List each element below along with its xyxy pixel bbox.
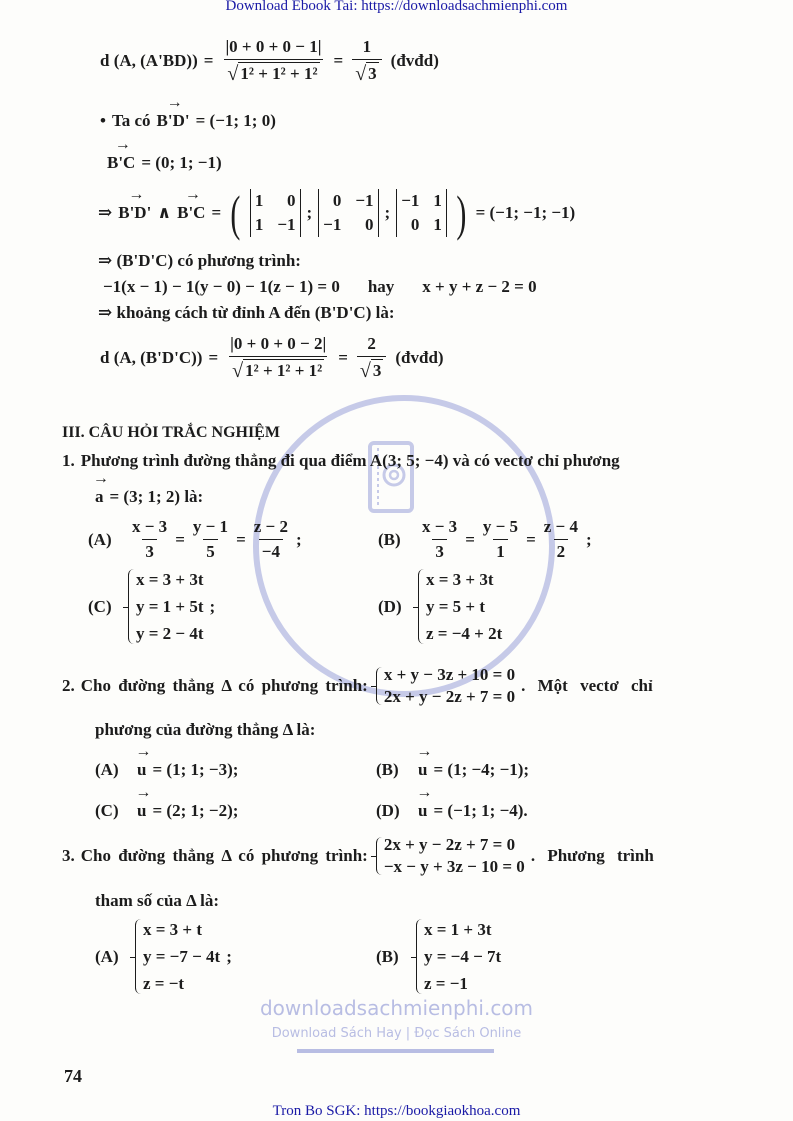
vector: → u [137,760,146,780]
sqrt [232,359,324,381]
vector-bc-line [107,153,222,173]
equals: = [208,348,219,367]
math-text: z = −t [143,974,185,993]
math-text: = (1; −4; −1); [433,760,530,779]
math-part [352,59,381,85]
math-text: 0 [332,191,342,210]
equals: = [211,203,222,222]
bullet: • [100,111,106,130]
math-text: (A) [95,760,119,779]
math-text: y = 2 − 4t [136,624,204,643]
math-text: y = −7 − 4t [143,947,221,966]
question-text: Phương trình đường thẳng đi qua điểm A(3; 5; −4) và có vectơ chỉ phương [80,451,620,470]
math-text: = (1; 1; −3); [152,760,239,779]
equation-system [133,916,220,997]
vector: → u [418,801,427,821]
equation-simplified: x + y + z − 2 = 0 [422,277,537,296]
paren: ) [456,185,467,241]
radicand: √ 1² + 1² + 1² [240,64,318,83]
math-text: z = −4 + 2t [426,624,503,643]
math-text: ; [295,529,302,549]
math-text: −1 [323,215,342,234]
vector: → a [95,487,104,507]
result: = (−1; −1; −1) [475,203,576,222]
determinant [318,189,378,237]
math-text: 1 [433,191,442,210]
radicand: √ 3 [368,64,377,83]
math-text: x = 1 + 3t [424,920,492,939]
radicand: √ 1² + 1² + 1² [245,361,323,380]
distance-formula-1 [100,37,439,85]
math-text: −x − y + 3z − 10 = 0 [383,857,525,876]
math-text: = [465,529,475,549]
math-part [480,517,521,562]
distance-intro: ⇒ khoảng cách từ đỉnh A đến (B'D'C) là: [98,303,395,322]
header-download-link[interactable]: Download Ebook Tai: https://downloadsachmienphi.com [225,0,568,14]
vector: → B'C [177,203,205,223]
fraction [357,334,386,382]
q2-option-c[interactable] [95,801,238,821]
math-text: −1 [277,215,296,234]
vector-bd-line [100,111,276,131]
plane-equation [103,277,537,297]
text: Ta có [111,111,151,130]
math-text: 2 [554,539,569,562]
separator: ; [306,203,313,222]
question-number: 2. [62,676,75,695]
question-text-cont: . Phương trình [530,846,654,865]
math-text: 1 [254,215,264,234]
math-text: x = 3 + t [143,920,203,939]
math-part [541,517,581,562]
math-part [229,356,327,382]
fraction [227,334,329,382]
question-1 [62,451,620,471]
math-part [390,471,398,479]
question-text: Cho đường thẳng Δ có phương trình: [80,846,368,865]
math-text: y − 1 [192,517,229,536]
footer-sgk-link[interactable]: Tron Bo SGK: https://bookgiaokhoa.com [272,1103,521,1119]
math-text: (A) [95,946,119,966]
equation-system [374,834,525,878]
equals: = [333,51,344,70]
conjunction: hay [367,277,395,296]
watermark-site: downloadsachmienphi.com [259,996,534,1020]
option-label: (B) [378,529,401,549]
math-text: z − 2 [253,517,288,536]
section-title: III. CÂU HỎI TRẮC NGHIỆM [62,424,280,441]
option-label: (D) [378,596,402,616]
cross-product-line [98,185,576,241]
q3-option-b[interactable] [376,916,501,997]
math-text: ; [209,596,216,616]
math-text: 2x + y − 2z + 7 = 0 [383,687,516,706]
fraction [352,37,381,85]
math-text: ; [226,946,232,966]
distance-formula-2 [100,334,444,382]
vector-value: = (−1; 1; 0) [195,111,276,130]
math-part [357,356,386,382]
math-text: = [236,529,246,549]
math-text: x = 3 + 3t [426,570,494,589]
q2-option-d[interactable] [376,801,528,821]
q1-option-a[interactable] [88,517,302,562]
vector: → B'D' [118,203,151,223]
math-part [251,517,291,562]
watermark-divider [297,1049,494,1053]
math-part [224,59,322,85]
math-part [190,517,231,562]
vector-value: = (3; 1; 2) là: [109,487,204,506]
separator: ; [384,203,391,222]
question-2-cont: phương của đường thẳng Δ là: [95,720,316,739]
equation-system [416,566,502,647]
math-text: 0 [365,215,374,234]
vector: → B'D' [157,111,190,131]
math-text: = (2; 1; −2); [152,801,239,820]
math-text: y = 5 + t [426,597,486,616]
math-text: 0 [287,191,296,210]
q1-option-d[interactable] [378,566,502,647]
math-text: (B) [376,760,399,779]
q1-option-b[interactable] [378,517,592,562]
plane-equation-intro: ⇒ (B'D'C) có phương trình: [98,251,301,270]
vector: → u [137,801,146,821]
math-part [419,517,460,562]
question-text-cont: . Một vectơ chỉ [521,676,653,695]
option-label: (C) [88,596,112,616]
math-text: y = −4 − 7t [424,947,502,966]
math-text: = [175,529,185,549]
math-text: = (−1; 1; −4). [433,801,528,820]
unit: (đvđd) [390,51,439,70]
page-number: 74 [64,1066,82,1086]
vector: → u [418,760,427,780]
math-text: 1 [254,191,264,210]
fraction [222,37,324,85]
question-2 [62,664,653,708]
question-text: Cho đường thẳng Δ có phương trình: [80,676,368,695]
q1-option-c[interactable] [88,566,215,647]
question-number: 1. [62,451,75,470]
math-text: x + y − 3z + 10 = 0 [383,665,516,684]
math-part [129,517,170,562]
equation-system [414,916,501,997]
determinant [250,189,301,237]
numerator: 1 [362,37,372,56]
math-text: 3 [432,539,447,562]
math-text: y − 5 [482,517,519,536]
math-text: x − 3 [132,517,168,536]
math-text: z = −1 [424,974,468,993]
math-text: −4 [259,539,283,562]
math-text: x − 3 [422,517,458,536]
vector: → B'C [107,153,135,173]
numerator: |0 + 0 + 0 − 1| [225,37,322,56]
math-text: 2x + y − 2z + 7 = 0 [383,835,516,854]
math-text: 3 [142,539,157,562]
math-text: 0 [410,215,420,234]
math-text: (D) [376,801,400,820]
math-text: 5 [203,539,218,562]
sqrt [360,359,383,381]
question-number: 3. [62,846,75,865]
radicand: √ 3 [372,361,382,380]
equals: = [203,51,214,70]
question-3 [62,834,654,878]
determinant [396,189,447,237]
q2-option-a[interactable] [95,760,238,780]
q3-option-a[interactable] [95,916,232,997]
equation-system [126,566,204,647]
question-1-vector [95,487,203,507]
math-text: x = 3 + 3t [136,570,204,589]
equals: = [338,348,348,367]
watermark-slogan: Download Sách Hay | Đọc Sách Online [271,1026,522,1041]
equation-system [374,664,515,708]
paren: ( [230,185,241,241]
math-text: (B) [376,946,399,966]
math-text: = [526,529,536,549]
vector-value: = (0; 1; −1) [141,153,222,172]
unit: (đvđd) [395,348,444,367]
numerator: 2 [367,334,376,353]
math-text: y = 1 + 5t [136,597,204,616]
implies-arrow: ⇒ [98,203,113,222]
lhs: d (A, (B'D'C)) [100,348,203,367]
sqrt [227,62,319,84]
option-label: (A) [88,529,112,549]
math-text: (C) [95,801,119,820]
sqrt [355,62,378,84]
q2-option-b[interactable] [376,760,529,780]
question-3-cont: tham số của Δ là: [95,891,219,910]
math-text: 1 [433,215,442,234]
lhs: d (A, (A'BD)) [100,51,198,70]
math-text: ; [585,529,592,549]
numerator: |0 + 0 + 0 − 2| [230,334,327,353]
equation: −1(x − 1) − 1(y − 0) − 1(z − 1) = 0 [103,277,340,296]
math-text: −1 [401,191,420,210]
math-text: z − 4 [543,517,578,536]
math-text: −1 [355,191,374,210]
math-text: 1 [493,539,508,562]
cross-operator: ∧ [157,203,172,222]
